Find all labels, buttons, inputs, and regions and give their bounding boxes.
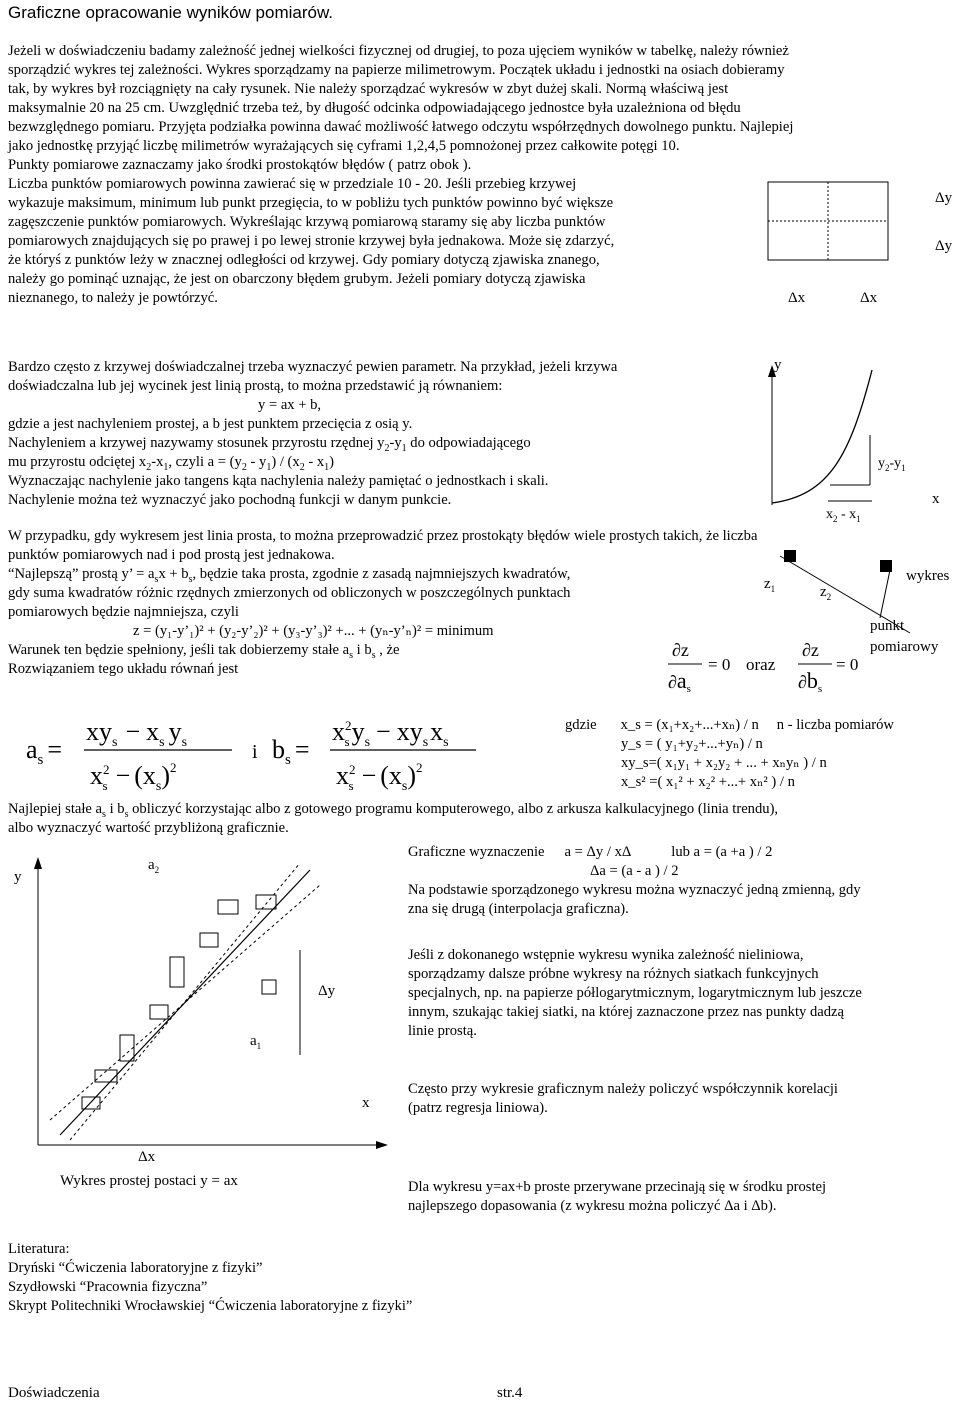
dy-label-top: Δy bbox=[935, 190, 953, 206]
error-rectangle bbox=[170, 957, 184, 987]
intro-line: maksymalnie 20 na 25 cm. Uwzględnić trzeba też, by długość odcinka odpowiadającego jednostce była uzależniona od błędu bbox=[8, 100, 741, 116]
error-rectangle bbox=[262, 980, 276, 994]
dy-label: Δy bbox=[318, 983, 336, 999]
x-axis-label: x bbox=[932, 491, 940, 507]
b-s-label: $b_s$ = bbox=[272, 735, 310, 768]
dashed-line-a1 bbox=[70, 863, 300, 1140]
graphical-section bbox=[408, 843, 958, 919]
coeff-line: Najlepiej stałe $a_s$ i $b_s$ obliczyć korzystając albo z gotowego programu komputerowego, albo z arkusza kalkulacyjnego (linia trendu), bbox=[8, 801, 779, 820]
intro-line: tak, by wykres był rozciągnięty na cały rysunek. Nie należy sporządzać wykresów w zbyt dużej skali. Normą właściwą jest bbox=[8, 81, 729, 97]
dx-label-right: Δx bbox=[860, 290, 878, 306]
fit-line bbox=[60, 870, 310, 1135]
slope-line: Wyznaczając nachylenie jako tangens kąta nachylenia należy pamiętać o jednostkach i skali. bbox=[8, 473, 549, 489]
definition-row: y_s = ( y₁+y₂+...+yₙ) / n bbox=[621, 736, 763, 752]
slope-line: gdzie a jest nachyleniem prostej, a b jest punktem przecięcia z osią y. bbox=[8, 416, 413, 432]
literature-item: Skrypt Politechniki Wrocławskiej “Ćwiczenia laboratoryjne z fizyki” bbox=[8, 1298, 413, 1314]
intro-line: sporządzić wykres tej zależności. Wykres sporządzamy na papierze milimetrowym. Początek układu i jednostki na osiach dobieramy bbox=[8, 62, 785, 78]
y-axis-label: y bbox=[14, 869, 22, 885]
definition-row: gdzie x_s = (x₁+x₂+...+xₙ) / n n - liczba pomiarów bbox=[565, 717, 894, 733]
fitnote-line: najlepszego dopasowania (z wykresu można policzyć Δa i Δb). bbox=[408, 1198, 777, 1214]
dx-label: $x_2 - x_1$ bbox=[826, 507, 861, 524]
graphical-row: Δa = (a - a ) / 2 bbox=[590, 863, 679, 879]
partial-denominator-a: $\partial a_s$ bbox=[668, 668, 691, 695]
oraz-label: oraz bbox=[746, 655, 776, 674]
lsq-line: “Najlepszą” prostą y’ = $a_sx + b_s$, będzie taka prosta, zgodnie z zasadą najmniejszych kwadratów, bbox=[8, 566, 571, 585]
error-rectangle bbox=[200, 933, 218, 947]
dy-label-bottom: Δy bbox=[935, 238, 953, 254]
b-s-denominator: $x^2$ $s - (x_s)^2$ bbox=[336, 760, 423, 792]
corr-line: Często przy wykresie graficznym należy policzyć współczynnik korelacji bbox=[408, 1081, 838, 1097]
error-rectangle bbox=[256, 895, 276, 909]
slope-section bbox=[8, 358, 768, 510]
a-s-denominator: $x^2$ $s - (x_s)^2$ bbox=[90, 760, 177, 792]
coeff-paragraph bbox=[8, 800, 958, 838]
x-axis-label: x bbox=[362, 1095, 370, 1111]
regression-formulas bbox=[20, 708, 480, 792]
lsq-line: Warunek ten będzie spełniony, jeśli tak dobierzemy stałe $a_s$ i $b_s$ , że bbox=[8, 642, 400, 661]
coeff-line: albo wyznaczyć wartość przybliżoną graficznie. bbox=[8, 820, 289, 836]
lsq-line: punktów pomiarowych nad i pod prostą jest jednakowa. bbox=[8, 547, 335, 563]
lsq-formula: z = (y₁-y’₁)² + (y₂-y’₂)² + (y₃-y’₃)² +... + (yₙ-y’ₙ)² = minimum bbox=[133, 623, 494, 639]
z1-label: $z_1$ bbox=[764, 576, 776, 594]
dx-label: Δx bbox=[138, 1149, 156, 1165]
lsq-line: gdy suma kwadratów różnic rzędnych zmierzonych od obliczonych w poszczególnych punktach bbox=[8, 585, 571, 601]
partial-numerator-a: ∂z bbox=[672, 640, 689, 660]
i-conjunction: i bbox=[252, 741, 258, 763]
a2-label: $a_2$ bbox=[148, 857, 160, 875]
intro-line: Punkty pomiarowe zaznaczamy jako środki prostokątów błędów ( patrz obok ). bbox=[8, 157, 472, 173]
curve bbox=[772, 370, 872, 503]
nonlinear-line: specjalnych, np. na papierze półlogarytmicznym, logarytmicznym lub jeszcze bbox=[408, 985, 862, 1001]
nonlinear-line: innym, szukając takiej siatki, na której zaznaczone przez nas punkty dadzą bbox=[408, 1004, 845, 1020]
intro-line: jako jednostkę przyjąć liczbę milimetrów wyrażających się cyframi 1,2,4,5 pomnożonej przez całkowite potęgi 10. bbox=[8, 138, 680, 154]
intro-line: należy go pominąć uznając, że jest on obarczony błędem grubym. Jeżeli pomiary dotyczą zjawiska bbox=[8, 271, 586, 287]
partial-derivatives bbox=[640, 638, 870, 698]
y-axis-arrow bbox=[34, 857, 42, 869]
dy-label: $y_2-y_1$ bbox=[878, 456, 906, 473]
intro-line: Liczba punktów pomiarowych powinna zawierać się w przedziale 10 - 20. Jeśli przebieg krzywej bbox=[8, 176, 577, 192]
curve-figure bbox=[760, 355, 960, 525]
partial-denominator-b: $\partial b_s$ bbox=[798, 668, 823, 695]
slope-line: Bardzo często z krzywej doświadczalnej trzeba wyznaczyć pewien parametr. Na przykład, jeżeli krzywa bbox=[8, 359, 618, 375]
a-s-label: $a_s$ = bbox=[26, 735, 63, 768]
a1-label: $a_1$ bbox=[250, 1033, 262, 1051]
nonlinear-line: linie prostą. bbox=[408, 1023, 477, 1039]
y-axis-label: y bbox=[774, 357, 782, 373]
intro-line: Jeżeli w doświadczeniu badamy zależność jednej wielkości fizycznej od drugiej, to poza ujęciem wyników w tabelkę, należy również bbox=[8, 43, 789, 59]
intro-line: pomiarowych znajdujących się po prawej i po lewej stronie krzywej była jednakowa. Może się zdarzyć, bbox=[8, 233, 615, 249]
nonlinear-line: sporządzamy dalsze próbne wykresy na różnych siatkach funkcyjnych bbox=[408, 966, 819, 982]
definition-row: xy_s=( x₁y₁ + x₂y₂ + ... + xₙyₙ ) / n bbox=[621, 755, 827, 771]
literature-item: Dryński “Ćwiczenia laboratoryjne z fizyki” bbox=[8, 1260, 263, 1276]
partial-numerator-b: ∂z bbox=[802, 640, 819, 660]
lsq-line: W przypadku, gdy wykresem jest linia prosta, to można przeprowadzić przez prostokąty błędów wiele prostych takich, że liczba bbox=[8, 528, 758, 544]
lsq-line: Rozwiązaniem tego układu równań jest bbox=[8, 661, 239, 677]
straight-line-graph bbox=[0, 845, 400, 1195]
page-title: Graficzne opracowanie wyników pomiarów. bbox=[8, 3, 334, 22]
a-s-numerator: $xy_s - x_s$ $y_s$ bbox=[86, 717, 188, 750]
measurement-point bbox=[784, 550, 796, 562]
x-axis-arrow bbox=[376, 1141, 388, 1149]
b-s-numerator: $x^2$ $sy_s - xy_sx_s$ bbox=[332, 717, 449, 750]
page-number: str.4 bbox=[497, 1385, 523, 1401]
intro-line: nieznanego, to należy je powtórzyć. bbox=[8, 290, 218, 306]
dx-label-left: Δx bbox=[788, 290, 806, 306]
intro-line: że któryś z punktów leży w znacznej odległości od krzywej. Gdy pomiary dotyczą zjawiska znanego, bbox=[8, 252, 600, 268]
graph-caption: Wykres prostej postaci y = ax bbox=[60, 1173, 238, 1189]
lsq-line: pomiarowych będzie najmniejsza, czyli bbox=[8, 604, 239, 620]
error-rectangle-figure bbox=[760, 170, 960, 310]
error-rectangle bbox=[120, 1035, 134, 1061]
nonlinear-paragraph bbox=[408, 946, 958, 1041]
corr-line: (patrz regresja liniowa). bbox=[408, 1100, 548, 1116]
pointer-line bbox=[880, 570, 890, 618]
wykres-label: wykres bbox=[906, 568, 950, 584]
slope-line: mu przyrostu odciętej $x_2-x_1$, czyli $a = (y_2 - y_1) / (x_2 - x_1)$ bbox=[8, 454, 335, 473]
intro-line: bezwzględnego pomiaru. Przyjęta podziałka powinna dawać możliwość łatwego odczytu współrzędnych dowolnego punktu. Najlepiej bbox=[8, 119, 794, 135]
equals-zero-b: = 0 bbox=[836, 655, 859, 674]
graphical-row: zna się drugą (interpolacja graficzna). bbox=[408, 901, 629, 917]
pomiarowy-label: pomiarowy bbox=[870, 639, 939, 655]
slope-line: Nachyleniem a krzywej nazywamy stosunek przyrostu rzędnej $y_2-y_1$ do odpowiadającego bbox=[8, 435, 531, 454]
punkt-label: punkt bbox=[870, 618, 905, 634]
fitnote-line: Dla wykresu y=ax+b proste przerywane przecinają się w środku prostej bbox=[408, 1179, 827, 1195]
literature-item: Szydłowski “Pracownia fizyczna” bbox=[8, 1279, 208, 1295]
slope-line: doświadczalna lub jej wycinek jest linią prostą, to można przedstawić ją równaniem: bbox=[8, 378, 503, 394]
intro-line: zagęszczenie punktów pomiarowych. Wykreślając krzywą pomiarową staramy się aby liczba punktów bbox=[8, 214, 606, 230]
error-rectangle bbox=[218, 900, 238, 914]
nonlinear-line: Jeśli z dokonanego wstępnie wykresu wynika zależność nieliniowa, bbox=[408, 947, 804, 963]
literature bbox=[8, 1240, 608, 1316]
footer-left: Doświadczenia bbox=[8, 1385, 100, 1401]
fit-note bbox=[408, 1178, 958, 1216]
intro-line: wykazuje maksimum, minimum lub punkt przegięcia, to w pobliżu tych punktów powinno być większe bbox=[8, 195, 614, 211]
literature-header: Literatura: bbox=[8, 1241, 70, 1257]
z2-label: $z_2$ bbox=[820, 584, 832, 602]
correlation-paragraph bbox=[408, 1080, 958, 1118]
slope-line: Nachylenie można też wyznaczyć jako pochodną funkcji w danym punkcie. bbox=[8, 492, 452, 508]
graphical-row: Na podstawie sporządzonego wykresu można wyznaczyć jedną zmienną, gdy bbox=[408, 882, 861, 898]
graphical-row: Graficzne wyznaczenie a = Δy / xΔ lub a = (a +a ) / 2 bbox=[408, 844, 773, 860]
slope-equation: y = ax + b, bbox=[258, 397, 322, 413]
equals-zero-a: = 0 bbox=[708, 655, 731, 674]
definitions bbox=[565, 716, 960, 792]
error-rectangle bbox=[150, 1005, 168, 1019]
definition-row: x_s² =( x₁² + x₂² +...+ xₙ² ) / n bbox=[621, 774, 795, 790]
